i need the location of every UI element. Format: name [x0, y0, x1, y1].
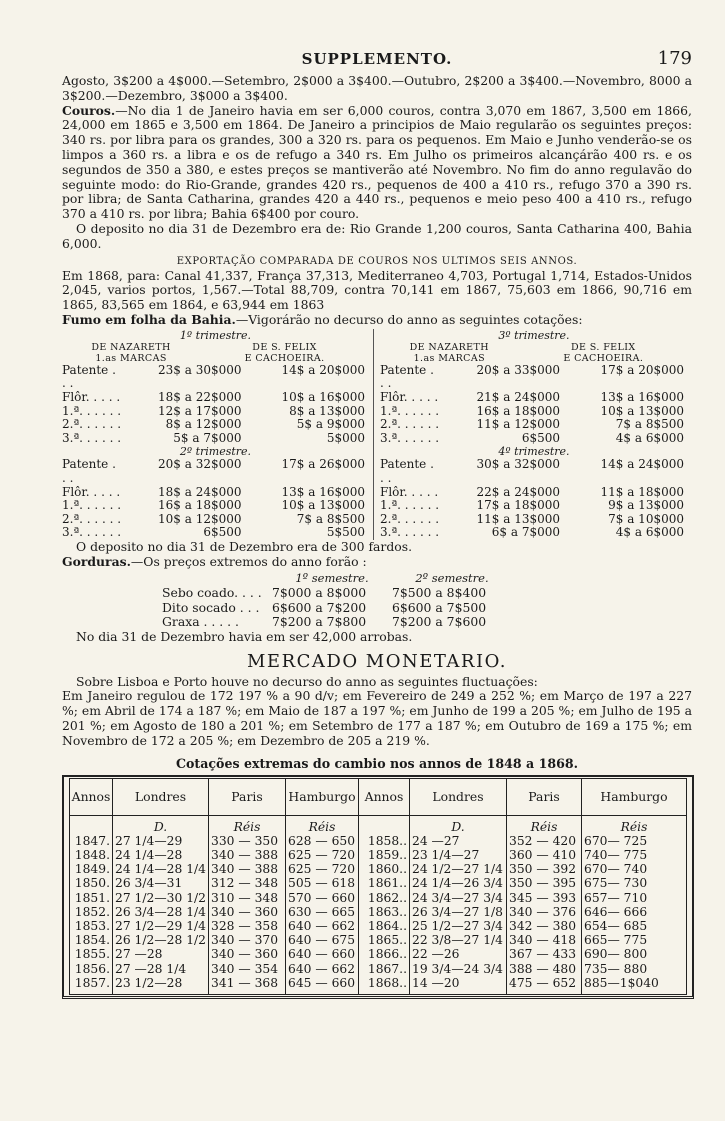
table-row: 1856. 27 —28 1/4 340 — 354 640 — 662 1867.. 19 3/4—24 3/4 388 — 480 735— 880: [70, 962, 687, 976]
para-couros: [62, 104, 692, 222]
cambio-title: Cotações extremas do cambio nos annos de 1848 a 1868.: [175, 755, 579, 771]
gorduras-row: Sebo coado. . . . 7$000 a 8$000 7$500 a 8$400: [162, 585, 487, 601]
quote-row: 2.ª. . . . . . 8$ a 12$000 5$ a 9$000: [62, 417, 365, 432]
head-marcas: 1.as MARCAS: [95, 352, 167, 364]
quote-row: Patente . . . 30$ a 32$000 14$ a 24$000: [380, 457, 684, 485]
table-row: 1857. 23 1/2—28 341 — 368 645 — 660 1868.. 14 —20 475 — 652 885—1$040: [70, 976, 687, 995]
para-agosto: Agosto, 3$200 a 4$000.—Setembro, 2$000 a 3$400.—Outubro, 2$200 a 3$400.—Novembro, 8000 a 3$200.—Dezembro, 3$000 a 3$400.: [62, 73, 692, 103]
head-nazareth: DE NAZARETH: [409, 341, 489, 353]
gorduras-head: [162, 571, 612, 586]
quote-row: 1.ª. . . . . . 16$ a 18$000 10$ a 13$000: [62, 498, 365, 513]
col-annos: Annos: [70, 778, 113, 815]
para-fumo: [62, 313, 692, 328]
trimestre-label: 1º trimestre.: [179, 328, 252, 342]
table-row: 1848. 24 1/4—28 340 — 388 625 — 720 1859.. 23 1/4—27 360 — 410 740— 775: [70, 848, 687, 862]
head-felix: DE S. FELIX: [252, 341, 317, 353]
quote-row: 1.ª. . . . . . 17$ a 18$000 9$ a 13$000: [380, 498, 684, 513]
running-title: SUPPLEMENTO.: [301, 50, 453, 68]
trimestre-label: 4º trimestre.: [498, 445, 570, 459]
quote-rows-q3: [380, 364, 688, 446]
table-row: 1855. 27 —28 340 — 360 640 — 660 1866.. 22 —26 367 — 433 690— 800: [70, 947, 687, 961]
page-header: [62, 48, 692, 74]
quote-row: 3.ª. . . . . . 5$ a 7$000 5$000: [62, 430, 365, 445]
trimestre-label: 3º trimestre.: [498, 328, 570, 342]
fumo-text: —Vigorárão no decurso do anno as seguintes cotações:: [235, 311, 583, 327]
cambio-units-row: D. Réis Réis D. Réis Réis: [70, 815, 687, 834]
quote-row: Patente . . . 20$ a 32$000 17$ a 26$000: [62, 457, 365, 485]
cambio-table: [69, 778, 687, 995]
fumo-col-head: [62, 342, 369, 364]
head-cachoeira: E CACHOEIRA.: [244, 352, 325, 364]
quote-row: 2.ª. . . . . . 10$ a 12$000 7$ a 8$500: [62, 511, 365, 526]
col-londres: Londres: [113, 778, 209, 815]
fumo-deposit: O deposito no dia 31 de Dezembro era de 300 fardos.: [76, 538, 413, 554]
quote-row: Patente . . . 23$ a 30$000 14$ a 20$000: [62, 362, 365, 391]
quote-row: 3.ª. . . . . . 6$500 5$500: [62, 525, 365, 540]
fumo-col-left: [62, 329, 374, 540]
col-londres: Londres: [410, 778, 507, 815]
col-paris: Paris: [507, 778, 582, 815]
table-row: 1849. 24 1/4—28 1/4 340 — 388 625 — 720 1860.. 24 1/2—27 1/4 350 — 392 670— 740: [70, 862, 687, 876]
table-row: 1852. 26 3/4—28 1/4 340 — 360 630 — 665 1863.. 26 3/4—27 1/8 340 — 376 646— 666: [70, 905, 687, 919]
quote-rows-q2: [62, 458, 369, 540]
export-text: Em 1868, para: Canal 41,337, França 37,313, Mediterraneo 4,703, Portugal 1,714, Estados-Unidos 2,045, varios portos, 1,567.—Total 88,709, contra 70,141 em 1867, 75,603 em 1866, 90,716 em 1865, 83,565 em 1864, e 63,944 em 1863: [62, 267, 692, 313]
quote-row: 3.ª. . . . . . 6$500 4$ a 6$000: [380, 430, 684, 445]
gorduras-text: —Os preços extremos do anno forão :: [130, 553, 367, 569]
head-cachoeira: E CACHOEIRA.: [563, 352, 644, 364]
quote-row: Flôr. . . . . 21$ a 24$000 13$ a 16$000: [380, 389, 684, 404]
para-gorduras: [62, 555, 692, 570]
gorduras-row: Graxa . . . . . 7$200 a 7$800 7$200 a 7$600: [162, 614, 487, 630]
quote-row: 1.ª. . . . . . 12$ a 17$000 8$ a 13$000: [62, 403, 365, 418]
fumo-col-right: [380, 329, 692, 540]
couros-text: —No dia 1 de Janeiro havia em ser 6,000 couros, contra 3,070 em 1867, 3,500 em 1866, 24,000 em 1865 e 3,500 em 1864. De Janeiro a principios de Maio regularão os seguintes preços: 340 rs. por libra para os grandes, 300 a 320 rs. para os pequenos. Em Maio e Junho venderão-se os limpos a 360 rs. a libra e os de refugo a 340 rs. Em Julho os primeiros alcançárão 400 rs. e os segundos de 350 a 380, e estes preços se mantiverão até Novembro. No fim do anno regulavão do seguinte modo: do Rio-Grande, grandes 420 rs., pequenos de 400 a 410 rs., refugo 370 a 390 rs. por libra; de Santa Catharina, grandes 420 a 440 rs., pequenos e meio peso 400 a 410 rs., refugo 370 a 410 rs. por libra; Bahia 6$400 por couro.: [62, 102, 692, 222]
semestre-2: 2º semestre.: [415, 571, 489, 586]
fumo-quote-grid: [62, 329, 692, 540]
table-row: 1853. 27 1/2—29 1/4 328 — 358 640 — 662 1864.. 25 1/2—27 3/4 342 — 380 654— 685: [70, 919, 687, 933]
table-row: 1851. 27 1/2—30 1/2 310 — 348 570 — 660 1862.. 24 3/4—27 3/4 345 — 393 657— 710: [70, 891, 687, 905]
semestre-1: 1º semestre.: [295, 571, 369, 586]
quote-rows-q1: [62, 364, 369, 446]
quote-row: Flôr. . . . . 22$ a 24$000 11$ a 18$000: [380, 484, 684, 499]
table-row: 1850. 26 3/4—31 312 — 348 505 — 618 1861.. 24 1/4—26 3/4 350 — 395 675— 730: [70, 876, 687, 890]
mercado-intro: Sobre Lisboa e Porto houve no decurso do anno as seguintes fluctuações:: [76, 673, 538, 689]
col-paris: Paris: [209, 778, 286, 815]
head-nazareth: DE NAZARETH: [91, 341, 171, 353]
cambio-header-row: [70, 778, 687, 815]
gorduras-row: Dito socado . . . 6$600 a 7$200 6$600 a 7$500: [162, 599, 487, 615]
fumo-lead: Fumo em folha da Bahia.: [62, 311, 236, 327]
head-marcas: 1.as MARCAS: [413, 352, 485, 364]
col-hamburgo: Hamburgo: [582, 778, 687, 815]
cambio-table-frame: [62, 775, 694, 999]
col-annos: Annos: [359, 778, 410, 815]
quote-rows-q4: [380, 458, 688, 540]
table-row: 1847. 27 1/4—29 330 — 350 628 — 650 1858.. 24 —27 352 — 420 670— 725: [70, 834, 687, 848]
table-row: 1854. 26 1/2—28 1/2 340 — 370 640 — 675 1865.. 22 3/8—27 1/4 340 — 418 665— 775: [70, 933, 687, 947]
trimestre-label: 2º trimestre.: [179, 445, 252, 459]
quote-row: Flôr. . . . . 18$ a 22$000 10$ a 16$000: [62, 389, 365, 404]
head-felix: DE S. FELIX: [571, 341, 636, 353]
col-hamburgo: Hamburgo: [286, 778, 359, 815]
quote-row: Flôr. . . . . 18$ a 24$000 13$ a 16$000: [62, 484, 365, 499]
quote-row: 2.ª. . . . . . 11$ a 13$000 7$ a 10$000: [380, 511, 684, 526]
gorduras-lead: Gorduras.: [62, 553, 131, 569]
couros-deposit: O deposito no dia 31 de Dezembro era de: Rio Grande 1,200 couros, Santa Catharina 400, Bahia 6,000.: [62, 220, 692, 251]
quote-row: 2.ª. . . . . . 11$ a 12$000 7$ a 8$500: [380, 417, 684, 432]
mercado-text: Em Janeiro regulou de 172 197 % a 90 d/v; em Fevereiro de 249 a 252 %; em Março de 197 a 227 %; em Abril de 174 a 187 %; em Maio de 187 a 197 %; em Junho de 199 a 205 %; em Julho de 195 a 201 %; em Agosto de 180 a 201 %; em Setembro de 177 a 187 %; em Outubro de 169 a 175 %; em Novembro de 172 a 205 %; em Dezembro de 205 a 219 %.: [62, 688, 692, 748]
quote-row: Patente . . . 20$ a 33$000 17$ a 20$000: [380, 362, 684, 391]
export-title: EXPORTAÇÃO COMPARADA DE COUROS NOS ULTIMOS SEIS ANNOS.: [176, 255, 578, 267]
fumo-col-head: [380, 342, 688, 364]
section-title-mercado: MERCADO MONETARIO.: [247, 650, 507, 672]
quote-row: 3.ª. . . . . . 6$ a 7$000 4$ a 6$000: [380, 525, 684, 540]
gorduras-table: [162, 571, 612, 629]
page-number: 179: [657, 48, 692, 69]
gorduras-note: No dia 31 de Dezembro havia em ser 42,000 arrobas.: [76, 628, 413, 644]
couros-lead: Couros.: [62, 102, 116, 118]
quote-row: 1.ª. . . . . . 16$ a 18$000 10$ a 13$000: [380, 403, 684, 418]
document-page: [62, 48, 692, 999]
